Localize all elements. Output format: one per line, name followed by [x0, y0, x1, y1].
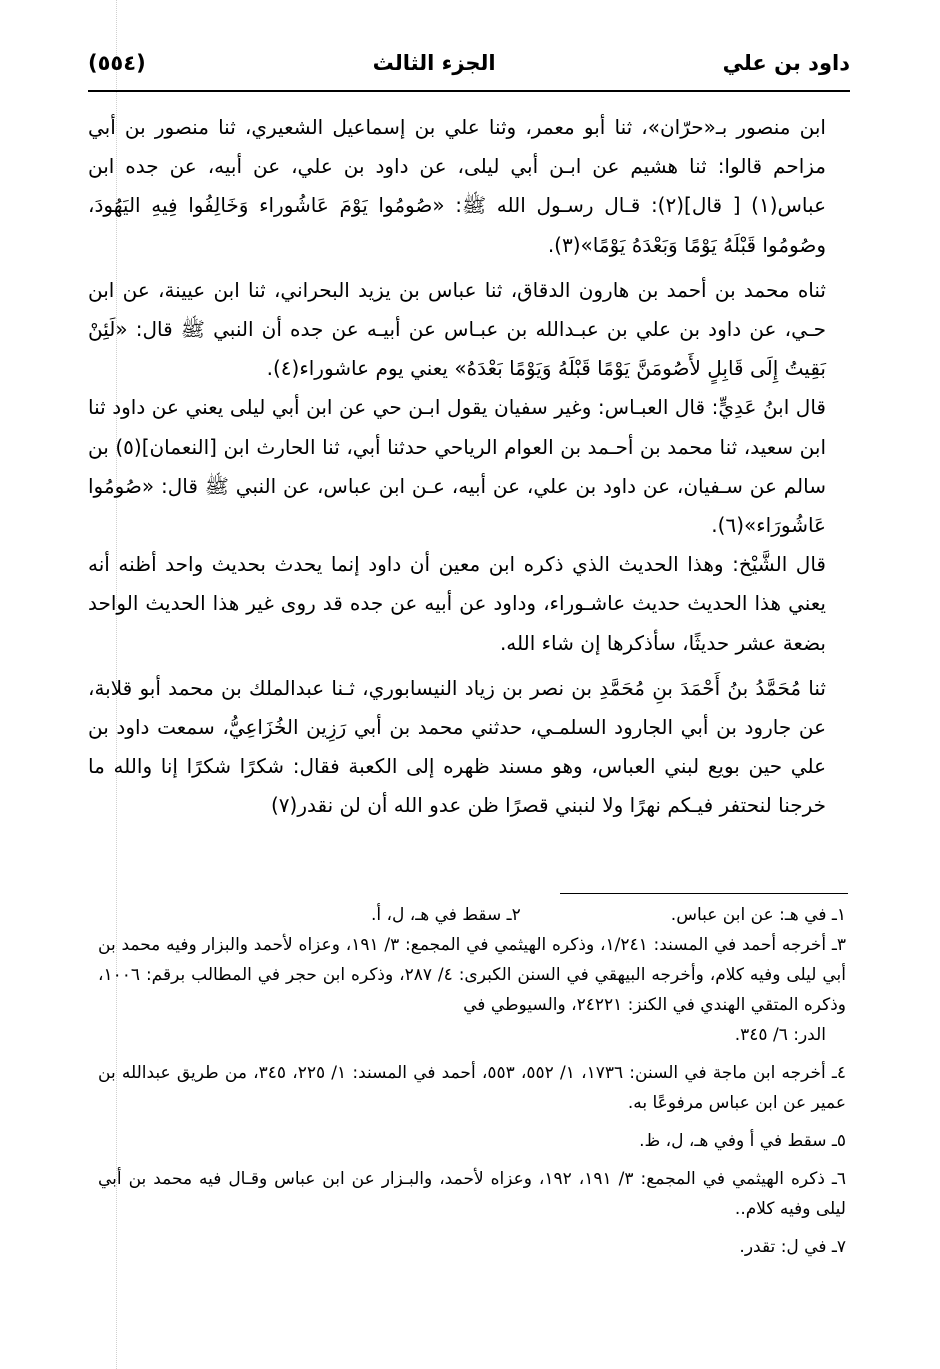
main-text: [88, 108, 826, 826]
footnote-6: ٦ـ ذكره الهيثمي في المجمع: ٣/ ١٩١، ١٩٢، وعزاه لأحمد، والبـزار عن ابن عباس وقـال فيه محمد بن أبي ليلى وفيه كلام..: [98, 1169, 846, 1219]
page-header: [88, 38, 850, 88]
footnote-5: ٥ـ سقط في أ وفي هـ، ل، ظ.: [639, 1131, 846, 1151]
paragraph: قال ابنُ عَدِيٍّ: قال العبـاس: وغير سفيان يقول ابـن حي عن ابن أبي ليلى يعني عن داود ثنا ابن سعيد، ثنا محمد بن أحـمد بن العوام الرياحي حدثنا أبي، ثنا الحارث ابن [النعمان](٥) بن سالم عن سـفيان، عن داود بن علي، عن أبيه، عـن ابن عباس، عن النبي ﷺ قال: «صُومُوا عَاشُورَاء»(٦).: [88, 395, 826, 538]
footnotes: [98, 900, 846, 1262]
header-divider: [88, 90, 850, 92]
volume-title: الجزء الثالث: [372, 51, 496, 75]
paragraph: قال الشَّيْخ: وهذا الحديث الذي ذكره ابن معين أن داود إنما يحدث بحديث واحد أظنه أنه يعني هذا الحديث حديث عاشـوراء، وداود عن أبيه عن جده قد روى غير هذا الحديث الواحد بضعة عشر حديثًا، سأذكرها إن شاء الله.: [88, 552, 826, 655]
chapter-title: داود بن علي: [722, 51, 850, 75]
paragraph: ثناه محمد بن أحمد بن هارون الدقاق، ثنا عباس بن يزيد البحراني، ثنا ابن عيينة، عن ابن حـي، عن داود بن علي بن عبـدالله بن عبـاس عن أبيـه عن جده أن النبي ﷺ قال: «لَئِنْ بَقِيتُ إِلَى قَابِلٍ لأَصُومَنَّ يَوْمًا قَبْلَهُ وَيَوْمًا بَعْدَهُ» يعني يوم عاشوراء(٤).: [88, 277, 826, 381]
footnote-row: [98, 900, 846, 930]
page-number: (٥٥٤): [88, 51, 146, 75]
paragraph: ثنا مُحَمَّدُ بنُ أَحْمَدَ بنِ مُحَمَّدِ بن نصر بن زياد النيسابوري، ثـنا عبدالملك بن محمد أبو قلابة، عن جارود بن أبي الجارود السلمـي، حدثني محمد بن أبي رَزِين الخُزَاعِيُّ، سمعت داود بن علي حين بويع لبني العباس، وهو مسند ظهره إلى الكعبة فقال: شكرًا شكرًا إنا والله ما خرجنا لنحتفر فيـكم نهرًا ولا لنبني قصرًا ظن عدو الله أن لن نقدر(٧): [88, 675, 826, 818]
footnote-7: ٧ـ في ل: تقدر.: [739, 1237, 846, 1257]
footnote-4: ٤ـ أخرجه ابن ماجة في السنن: ١٧٣٦، ١/ ٥٥٢، ٥٥٣، أحمد في المسند: ١/ ٢٢٥، ٣٤٥، من طريق عبدالله بن عمير عن ابن عباس مرفوعًا به.: [98, 1063, 847, 1113]
footnote-3: ٣ـ أخرجه أحمد في المسند: ١/٢٤١، وذكره الهيثمي في المجمع: ٣/ ١٩١، وعزاه لأحمد والبزار وفيه محمد بن أبي ليلى وفيه كلام، وأخرجه البيهقي في السنن الكبرى: ٤/ ٢٨٧، وذكره ابن حجر في المطالب برقم: ١٠٠٦، وذكره المتقي الهندي في الكنز: ٢٤٢٢١، والسيوطي في: [98, 935, 846, 1015]
paragraph: ابن منصور بـ«حرّان»، ثنا أبو معمر، وثنا علي بن إسماعيل الشعيري، ثنا منصور بن أبي مزاحم قالوا: ثنا هشيم عن ابـن أبي ليلى، عن داود بن علي، عن أبيه، عن جده ابن عباس(١) [ قال](٢): قـال رسـول الله ﷺ: «صُومُوا يَوْمَ عَاشُوراء وَخَالِفُوا فِيهِ اليَهُودَ، وصُومُوا قَبْلَهُ يَوْمًا وَبَعْدَهُ يَوْمًا»(٣).: [88, 115, 826, 257]
footnote-2: ٢ـ سقط في هـ، ل، أ.: [370, 905, 521, 925]
footnote-divider: [560, 893, 848, 894]
footnote-3-continued: الدر: ٦/ ٣٤٥.: [734, 1025, 826, 1045]
footnote-1: ١ـ في هـ: عن ابن عباس.: [670, 905, 846, 925]
